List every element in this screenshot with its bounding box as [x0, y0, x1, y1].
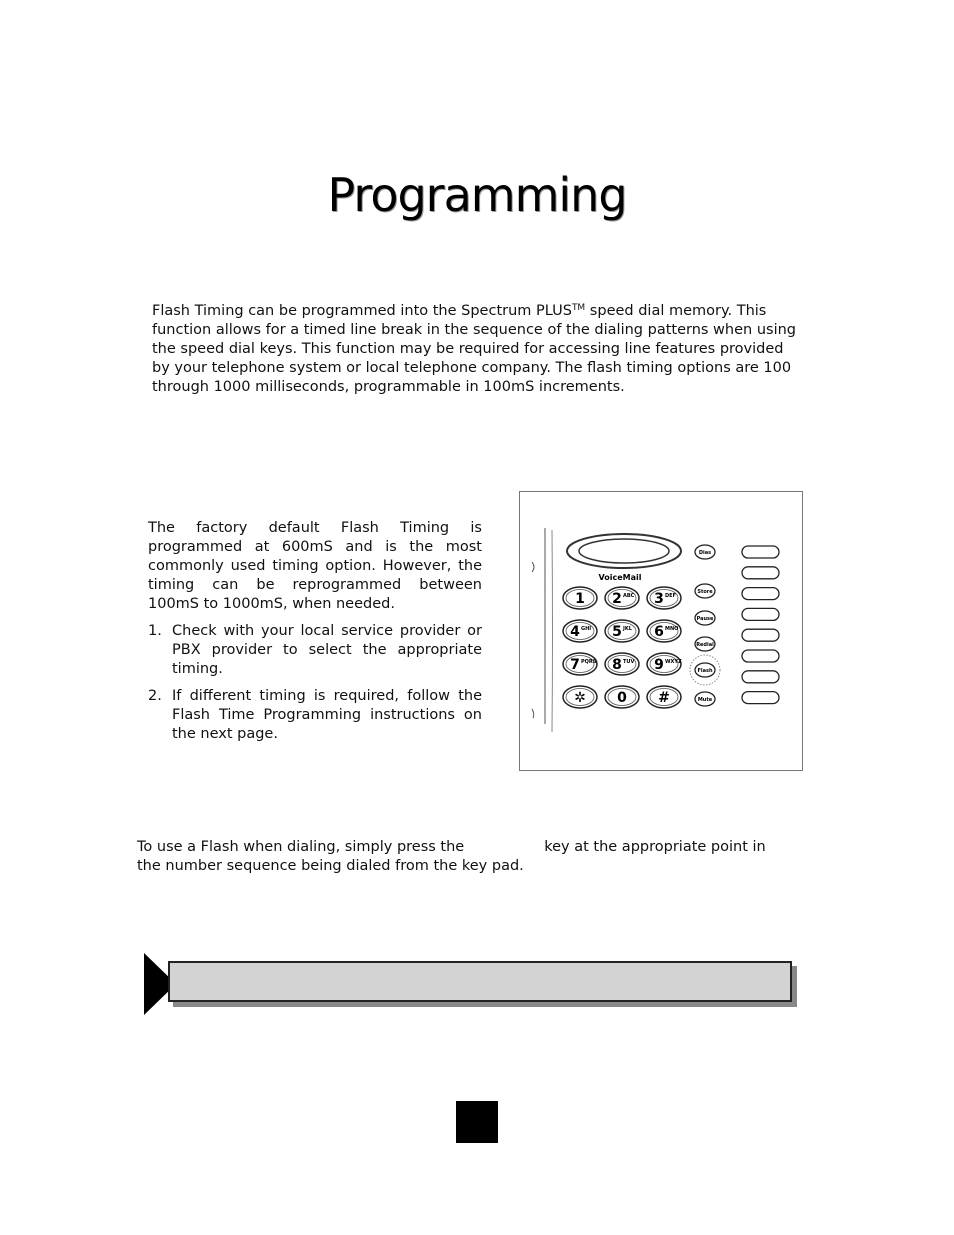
keypad-key-letters: ABC	[623, 593, 635, 599]
speed-dial-key	[742, 567, 779, 579]
function-key	[695, 637, 715, 651]
default-timing-paragraph: The factory default Flash Timing is programmed at 600mS and is the most commonly used timing option. However, the timing can be reprogrammed between 100mS to 1000mS, when needed.	[148, 520, 482, 612]
display-inner	[579, 539, 669, 563]
flash-usage-paragraph	[137, 838, 827, 876]
keypad-key-digit: 2	[612, 591, 622, 607]
speed-dial-key	[742, 629, 779, 641]
keypad-key	[605, 620, 639, 642]
flash-usage-text-1: To use a Flash when dialing, simply press the	[137, 839, 465, 855]
keypad-key-letters: WXYZ	[665, 659, 682, 665]
keypad-key-letters: PQRS	[581, 659, 597, 665]
keypad-key	[647, 686, 681, 708]
function-key-label: Pause	[696, 616, 714, 622]
keypad-key	[563, 587, 597, 609]
speed-dial-key	[742, 671, 779, 683]
keypad-key	[605, 653, 639, 675]
keypad-key-letters: JKL	[623, 626, 632, 632]
speed-dial-key	[742, 608, 779, 620]
step-text: If different timing is required, follow the Flash Time Programming instructions on the next page.	[172, 688, 482, 742]
keypad-key-digit: 0	[617, 690, 627, 706]
flash-usage-text-3: the number sequence being dialed from the key pad.	[137, 858, 524, 874]
keypad-key-digit: #	[658, 690, 670, 706]
note-bar	[168, 961, 792, 1002]
function-key-label: Mute	[697, 697, 713, 703]
keypad-key-digit: 3	[654, 591, 664, 607]
speed-dial-key	[742, 650, 779, 662]
page-title: Programming	[327, 168, 627, 222]
intro-text-rest: speed dial memory. This function allows for a timed line break in the sequence of the dialing patterns when using the speed dial keys. This function may be required for accessing line features provided by your telephone system or local telephone company. The flash timing options are 100 through 1000 milliseconds, programmable in 100mS increments.	[152, 303, 796, 395]
voicemail-label: VoiceMail	[598, 573, 642, 582]
phone-illustration	[519, 491, 803, 771]
function-key	[695, 545, 715, 559]
keypad-key-digit: 5	[612, 624, 622, 640]
function-key-label: Redial	[696, 642, 714, 648]
keypad-key	[563, 686, 597, 708]
keypad-key	[647, 653, 682, 675]
keypad-key	[605, 587, 639, 609]
function-key-label: Store	[697, 589, 713, 595]
keypad-key-digit: 9	[654, 657, 664, 673]
page-number-block	[456, 1101, 498, 1143]
trademark-mark: TM	[571, 303, 586, 313]
keypad-key-letters: GHI	[581, 626, 592, 632]
function-key	[695, 611, 715, 625]
keypad-key-letters: TUV	[623, 659, 635, 665]
keypad-key-digit: 8	[612, 657, 622, 673]
keypad-key-digit: 4	[570, 624, 580, 640]
keypad-key	[647, 620, 681, 642]
steps-list	[148, 622, 482, 744]
intro-text-start: Flash Timing can be programmed into the Spectrum PLUS	[152, 303, 572, 319]
function-key-label: Dias	[698, 550, 712, 556]
keypad-key-digit: 7	[570, 657, 580, 673]
speed-dial-key	[742, 692, 779, 704]
speed-dial-key	[742, 588, 779, 600]
function-key	[695, 692, 715, 706]
speed-dial-key	[742, 546, 779, 558]
step-item	[148, 622, 482, 679]
keypad-key-letters: DEF	[665, 593, 676, 599]
keypad-key-digit: 6	[654, 624, 664, 640]
keypad-key	[563, 653, 597, 675]
keypad-key-letters: MNO	[665, 626, 679, 632]
keypad-key	[563, 620, 597, 642]
flash-usage-text-2: key at the appropriate point in	[544, 839, 766, 855]
step-item	[148, 687, 482, 744]
phone-keypad-drawing	[520, 492, 802, 770]
keypad-key-digit: ✲	[574, 690, 586, 706]
default-timing-section	[148, 519, 482, 752]
keypad-key	[647, 587, 681, 609]
step-number: 2.	[148, 688, 162, 704]
keypad-key-digit: 1	[575, 591, 585, 607]
function-key-label: Flash	[697, 668, 713, 674]
function-key	[695, 584, 715, 598]
step-text: Check with your local service provider or PBX provider to select the appropriate timing.	[172, 623, 482, 677]
intro-paragraph	[152, 302, 802, 397]
function-key	[695, 663, 715, 677]
keypad-key	[605, 686, 639, 708]
step-number: 1.	[148, 623, 162, 639]
